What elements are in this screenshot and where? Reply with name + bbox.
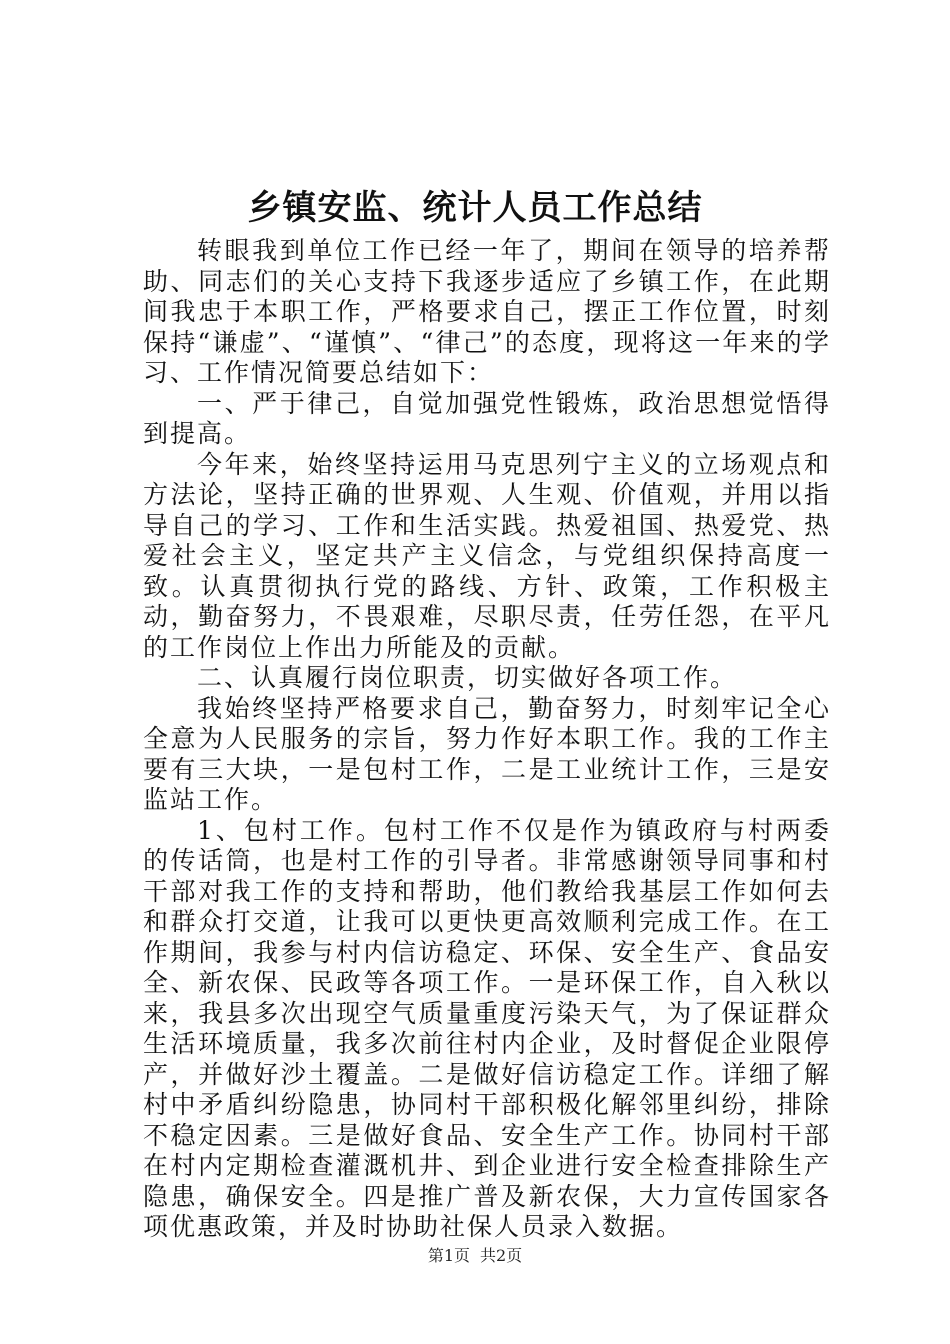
- page-footer: [0, 1244, 950, 1268]
- paragraph-village-work: 1、包村工作。包村工作不仅是作为镇政府与村两委的传话筒，也是村工作的引导者。非常感谢领导同事和村干部对我工作的支持和帮助，他们教给我基层工作如何去和群众打交道，让我可以更快更高效顺利完成工作。在工作期间，我参与村内信访稳定、环保、安全生产、食品安全、新农保、民政等各项工作。一是环保工作，自入秋以来，我县多次出现空气质量重度污染天气，为了保证群众生活环境质量，我多次前往村内企业，及时督促企业限停产，并做好沙土覆盖。二是做好信访稳定工作。详细了解村中矛盾纠纷隐患，协同村干部积极化解邻里纠纷，排除不稳定因素。三是做好食品、安全生产工作。协同村干部在村内定期检查灌溉机井、到企业进行安全检查排除生产隐患，确保安全。四是推广普及新农保，大力宣传国家各项优惠政策，并及时协助社保人员录入数据。: [143, 815, 831, 1241]
- paragraph-duties: 我始终坚持严格要求自己，勤奋努力，时刻牢记全心全意为人民服务的宗旨，努力作好本职工作。我的工作主要有三大块，一是包村工作，二是工业统计工作，三是安监站工作。: [143, 693, 831, 814]
- document-body: [143, 236, 831, 1243]
- page-number: 第1页: [427, 1246, 470, 1265]
- section-heading-2: 二、认真履行岗位职责，切实做好各项工作。: [197, 663, 738, 692]
- page-total: 共2页: [480, 1246, 523, 1265]
- section-heading-1: 一、严于律己，自觉加强党性锻炼，政治思想觉悟得到提高。: [143, 388, 831, 448]
- document-title: 乡镇安监、统计人员工作总结: [247, 188, 703, 228]
- paragraph-political: 今年来，始终坚持运用马克思列宁主义的立场观点和方法论，坚持正确的世界观、人生观、价值观，并用以指导自己的学习、工作和生活实践。热爱祖国、热爱党、热爱社会主义，坚定共产主义信念，与党组织保持高度一致。认真贯彻执行党的路线、方针、政策，工作积极主动，勤奋努力，不畏艰难，尽职尽责，任劳任怨，在平凡的工作岗位上作出力所能及的贡献。: [143, 449, 831, 662]
- paragraph-intro: 转眼我到单位工作已经一年了，期间在领导的培养帮助、同志们的关心支持下我逐步适应了乡镇工作，在此期间我忠于本职工作，严格要求自己，摆正工作位置，时刻保持“谦虚”、“谨慎”、“律己”的态度，现将这一年来的学习、工作情况简要总结如下：: [143, 236, 831, 387]
